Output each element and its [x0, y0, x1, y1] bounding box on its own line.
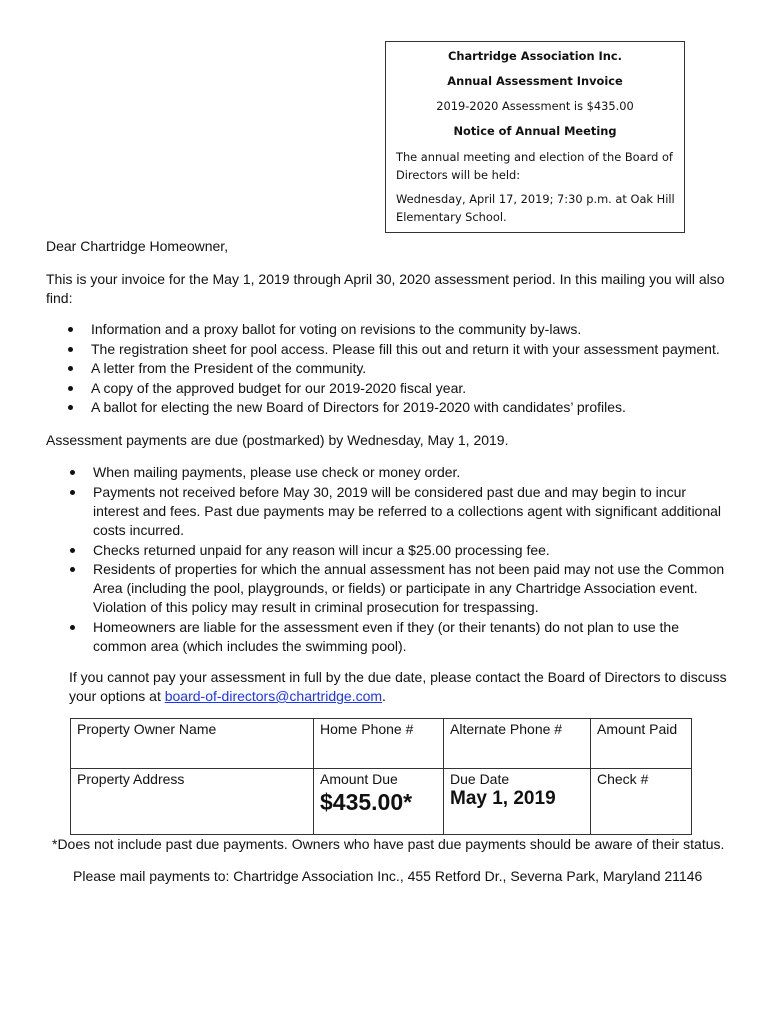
contact-suffix: . [382, 688, 386, 704]
invoice-title: Annual Assessment Invoice [447, 74, 623, 88]
due-date-cell [444, 769, 591, 835]
contact-prefix: your options at [69, 688, 165, 704]
amount-due-cell [314, 769, 444, 835]
address-label: Property Address [77, 771, 185, 787]
bullet-icon [68, 386, 73, 391]
owner-name-cell[interactable] [71, 719, 314, 769]
bullet-icon [68, 366, 73, 371]
bullet-icon [70, 548, 75, 553]
list-item: Checks returned unpaid for any reason will incur a $25.00 processing fee. [93, 542, 550, 558]
bullet-icon [70, 470, 75, 475]
list-item-cont: interest and fees. Past due payments may be referred to a collections agent with significant additional [93, 503, 722, 519]
intro-line-2: find: [46, 290, 73, 306]
alt-phone-cell[interactable] [444, 719, 591, 769]
due-date-value: May 1, 2019 [450, 788, 556, 809]
list-item: Information and a proxy ballot for voting on revisions to the community by-laws. [91, 321, 582, 337]
assessment-amount-line: 2019-2020 Assessment is $435.00 [436, 99, 634, 113]
amount-paid-label: Amount Paid [597, 721, 678, 737]
bullet-icon [68, 347, 73, 352]
mailing-address: Please mail payments to: Chartridge Association Inc., 455 Retford Dr., Severna Park, Maryland 21146 [73, 868, 703, 884]
list-item: A ballot for electing the new Board of Directors for 2019-2020 with candidates’ profiles. [91, 399, 626, 415]
list-item: A copy of the approved budget for our 2019-2020 fiscal year. [91, 380, 467, 396]
meeting-when: Wednesday, April 17, 2019; 7:30 p.m. at Oak Hill Elementary School. [396, 192, 675, 224]
due-line: Assessment payments are due (postmarked) by Wednesday, May 1, 2019. [46, 432, 509, 448]
payment-form-table [70, 718, 692, 835]
home-phone-cell[interactable] [314, 719, 444, 769]
amount-due-label: Amount Due [320, 771, 398, 787]
list-item: The registration sheet for pool access. Please fill this out and return it with your assessment payment. [91, 341, 720, 357]
org-name: Chartridge Association Inc. [448, 49, 622, 63]
check-number-label: Check # [597, 771, 649, 787]
address-cell[interactable] [71, 769, 314, 835]
bullet-icon [70, 625, 75, 630]
list-item: Residents of properties for which the annual assessment has not been paid may not use the Common [93, 561, 725, 577]
list-item: Homeowners are liable for the assessment even if they (or their tenants) do not plan to use the [93, 619, 679, 635]
list-item: When mailing payments, please use check or money order. [93, 464, 461, 480]
amount-due-value: $435.00* [320, 789, 413, 815]
intro-line-1: This is your invoice for the May 1, 2019 through April 30, 2020 assessment period. In this mailing you will also [46, 271, 725, 287]
bullet-icon [68, 405, 73, 410]
owner-name-label: Property Owner Name [77, 721, 217, 737]
due-date-label: Due Date [450, 771, 510, 787]
contact-line-2 [69, 687, 386, 707]
contact-line-1: If you cannot pay your assessment in full by the due date, please contact the Board of Directors to discuss [69, 669, 727, 685]
list-item-cont: Violation of this policy may result in criminal prosecution for trespassing. [93, 599, 539, 615]
list-item: Payments not received before May 30, 2019 will be considered past due and may begin to incur [93, 484, 687, 500]
greeting: Dear Chartridge Homeowner, [46, 238, 229, 254]
meeting-text: The annual meeting and election of the Board of Directors will be held: [396, 150, 673, 182]
bullet-icon [70, 567, 75, 572]
home-phone-label: Home Phone # [320, 721, 414, 737]
footnote: *Does not include past due payments. Owners who have past due payments should be aware of their status. [52, 836, 725, 852]
list-item-cont: common area (which includes the swimming pool). [93, 638, 407, 654]
bullet-icon [70, 490, 75, 495]
meeting-heading: Notice of Annual Meeting [453, 124, 617, 138]
check-number-cell[interactable] [591, 769, 692, 835]
amount-paid-cell[interactable] [591, 719, 692, 769]
alt-phone-label: Alternate Phone # [450, 721, 563, 737]
list-item-cont: Area (including the pool, playgrounds, or fields) or participate in any Chartridge Association event. [93, 580, 698, 596]
list-item-cont: costs incurred. [93, 522, 185, 538]
bullet-icon [68, 327, 73, 332]
list-item: A letter from the President of the community. [91, 360, 367, 376]
board-email-link[interactable]: board-of-directors@chartridge.com [164, 688, 383, 704]
meeting-notice-box [385, 41, 685, 233]
